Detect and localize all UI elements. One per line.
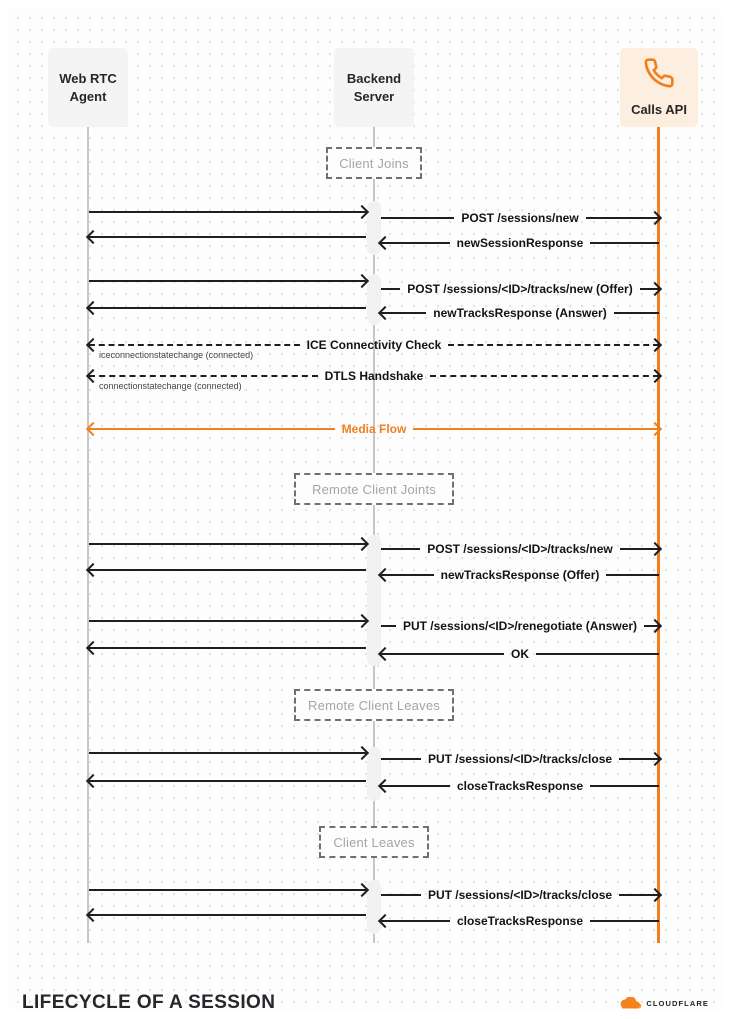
message-new-tracks-response-answer <box>381 304 659 322</box>
message-label: Media Flow <box>341 422 407 436</box>
actor-backend-server <box>334 48 414 127</box>
message-label: newSessionResponse <box>456 236 584 250</box>
message-put-tracks-close <box>381 750 659 768</box>
message-label: PUT /sessions/<ID>/renegotiate (Answer) <box>402 619 638 633</box>
activation-bar <box>367 880 381 934</box>
arrow-line-dashed <box>89 344 300 346</box>
phase-label: Client Leaves <box>333 834 415 850</box>
arrow-line <box>590 242 659 244</box>
actor-label: Web RTC <box>59 70 117 86</box>
arrowhead-left-icon <box>86 369 100 383</box>
message-label: closeTracksResponse <box>456 914 584 928</box>
message-label: newTracksResponse (Offer) <box>440 568 600 582</box>
arrow-line-orange <box>89 428 335 430</box>
arrow-agent-to-backend <box>89 752 366 754</box>
arrow-line <box>381 574 434 576</box>
dotted-background <box>8 8 724 1011</box>
message-put-renegotiate-answer <box>381 617 659 635</box>
arrow-line <box>620 548 659 550</box>
phase-label: Client Joins <box>339 155 409 171</box>
message-media-flow <box>89 420 659 438</box>
message-label: closeTracksResponse <box>456 779 584 793</box>
arrowhead-left-icon <box>378 306 392 320</box>
arrow-line <box>619 758 659 760</box>
arrow-line <box>586 217 659 219</box>
arrow-line <box>590 920 659 922</box>
message-label: OK <box>511 647 529 661</box>
message-label: newTracksResponse (Answer) <box>433 306 607 320</box>
phase-label: Remote Client Leaves <box>308 697 440 713</box>
arrow-line-dashed <box>448 344 659 346</box>
arrow-line <box>606 574 659 576</box>
message-label: POST /sessions/<ID>/tracks/new (Offer) <box>407 282 633 296</box>
arrow-line <box>381 548 420 550</box>
arrow-line <box>536 653 659 655</box>
arrow-line-dashed <box>89 375 318 377</box>
arrow-line <box>381 920 450 922</box>
message-post-sessions-new <box>381 209 659 227</box>
arrow-backend-to-agent <box>89 780 366 782</box>
message-label: PUT /sessions/<ID>/tracks/close <box>427 888 613 902</box>
arrowhead-left-icon <box>378 779 392 793</box>
arrow-line <box>619 894 659 896</box>
cloudflare-cloud-icon <box>617 997 643 1010</box>
arrow-backend-to-agent <box>89 647 366 649</box>
arrow-agent-to-backend <box>89 889 366 891</box>
page-title: LIFECYCLE OF A SESSION <box>22 992 276 1013</box>
message-label: PUT /sessions/<ID>/tracks/close <box>427 752 613 766</box>
message-post-tracks-new-offer <box>381 280 659 298</box>
arrow-line <box>381 894 421 896</box>
arrow-line-dashed <box>430 375 659 377</box>
arrowhead-left-icon <box>378 914 392 928</box>
phase-remote-client-joints <box>294 473 454 505</box>
arrow-line <box>381 758 421 760</box>
activation-bar <box>367 274 381 325</box>
arrow-line <box>644 625 659 627</box>
actor-label: Agent <box>69 88 107 104</box>
activation-bar <box>367 747 381 801</box>
arrow-line <box>381 312 426 314</box>
activation-bar <box>367 201 381 255</box>
dtls-note: connectionstatechange (connected) <box>99 381 242 391</box>
arrow-backend-to-agent <box>89 569 366 571</box>
arrowhead-left-icon <box>378 236 392 250</box>
activation-bar <box>367 535 381 666</box>
arrow-backend-to-agent <box>89 914 366 916</box>
arrow-line <box>381 625 396 627</box>
arrowhead-left-icon <box>86 338 100 352</box>
actor-label: Calls API <box>631 101 687 117</box>
arrow-agent-to-backend <box>89 620 366 622</box>
arrow-line <box>381 653 504 655</box>
phase-client-leaves <box>319 826 429 858</box>
message-new-tracks-response-offer <box>381 566 659 584</box>
arrow-agent-to-backend <box>89 543 366 545</box>
arrow-line <box>590 785 659 787</box>
arrow-line <box>381 242 450 244</box>
arrowhead-left-icon <box>378 647 392 661</box>
message-put-tracks-close <box>381 886 659 904</box>
arrowhead-left-icon <box>378 568 392 582</box>
message-label: POST /sessions/new <box>461 211 579 225</box>
actor-web-rtc-agent <box>48 48 128 127</box>
message-close-tracks-response <box>381 912 659 930</box>
message-label: DTLS Handshake <box>324 369 424 383</box>
cloudflare-wordmark: CLOUDFLARE <box>646 999 709 1008</box>
arrow-line <box>381 288 400 290</box>
message-new-session-response <box>381 234 659 252</box>
arrow-line <box>381 785 450 787</box>
arrow-line <box>381 217 454 219</box>
actor-label: Backend <box>346 70 402 86</box>
message-ok <box>381 645 659 663</box>
arrow-agent-to-backend <box>89 280 366 282</box>
phase-remote-client-leaves <box>294 689 454 721</box>
ice-note: iceconnectionstatechange (connected) <box>99 350 254 360</box>
message-close-tracks-response <box>381 777 659 795</box>
arrow-line <box>640 288 659 290</box>
message-label: ICE Connectivity Check <box>306 338 442 352</box>
arrow-line-orange <box>413 428 659 430</box>
arrow-backend-to-agent <box>89 236 366 238</box>
message-post-tracks-new <box>381 540 659 558</box>
arrow-agent-to-backend <box>89 211 366 213</box>
arrow-line <box>614 312 659 314</box>
lifeline-web-rtc-agent <box>87 127 89 943</box>
actor-label: Server <box>353 88 395 104</box>
phase-client-joins <box>326 147 422 179</box>
actor-calls-api <box>620 48 698 127</box>
arrow-backend-to-agent <box>89 307 366 309</box>
phone-icon <box>643 57 675 94</box>
phase-label: Remote Client Joints <box>312 481 436 497</box>
arrowhead-left-icon <box>86 422 100 436</box>
message-label: POST /sessions/<ID>/tracks/new <box>427 542 613 556</box>
cloudflare-logo <box>617 997 709 1010</box>
